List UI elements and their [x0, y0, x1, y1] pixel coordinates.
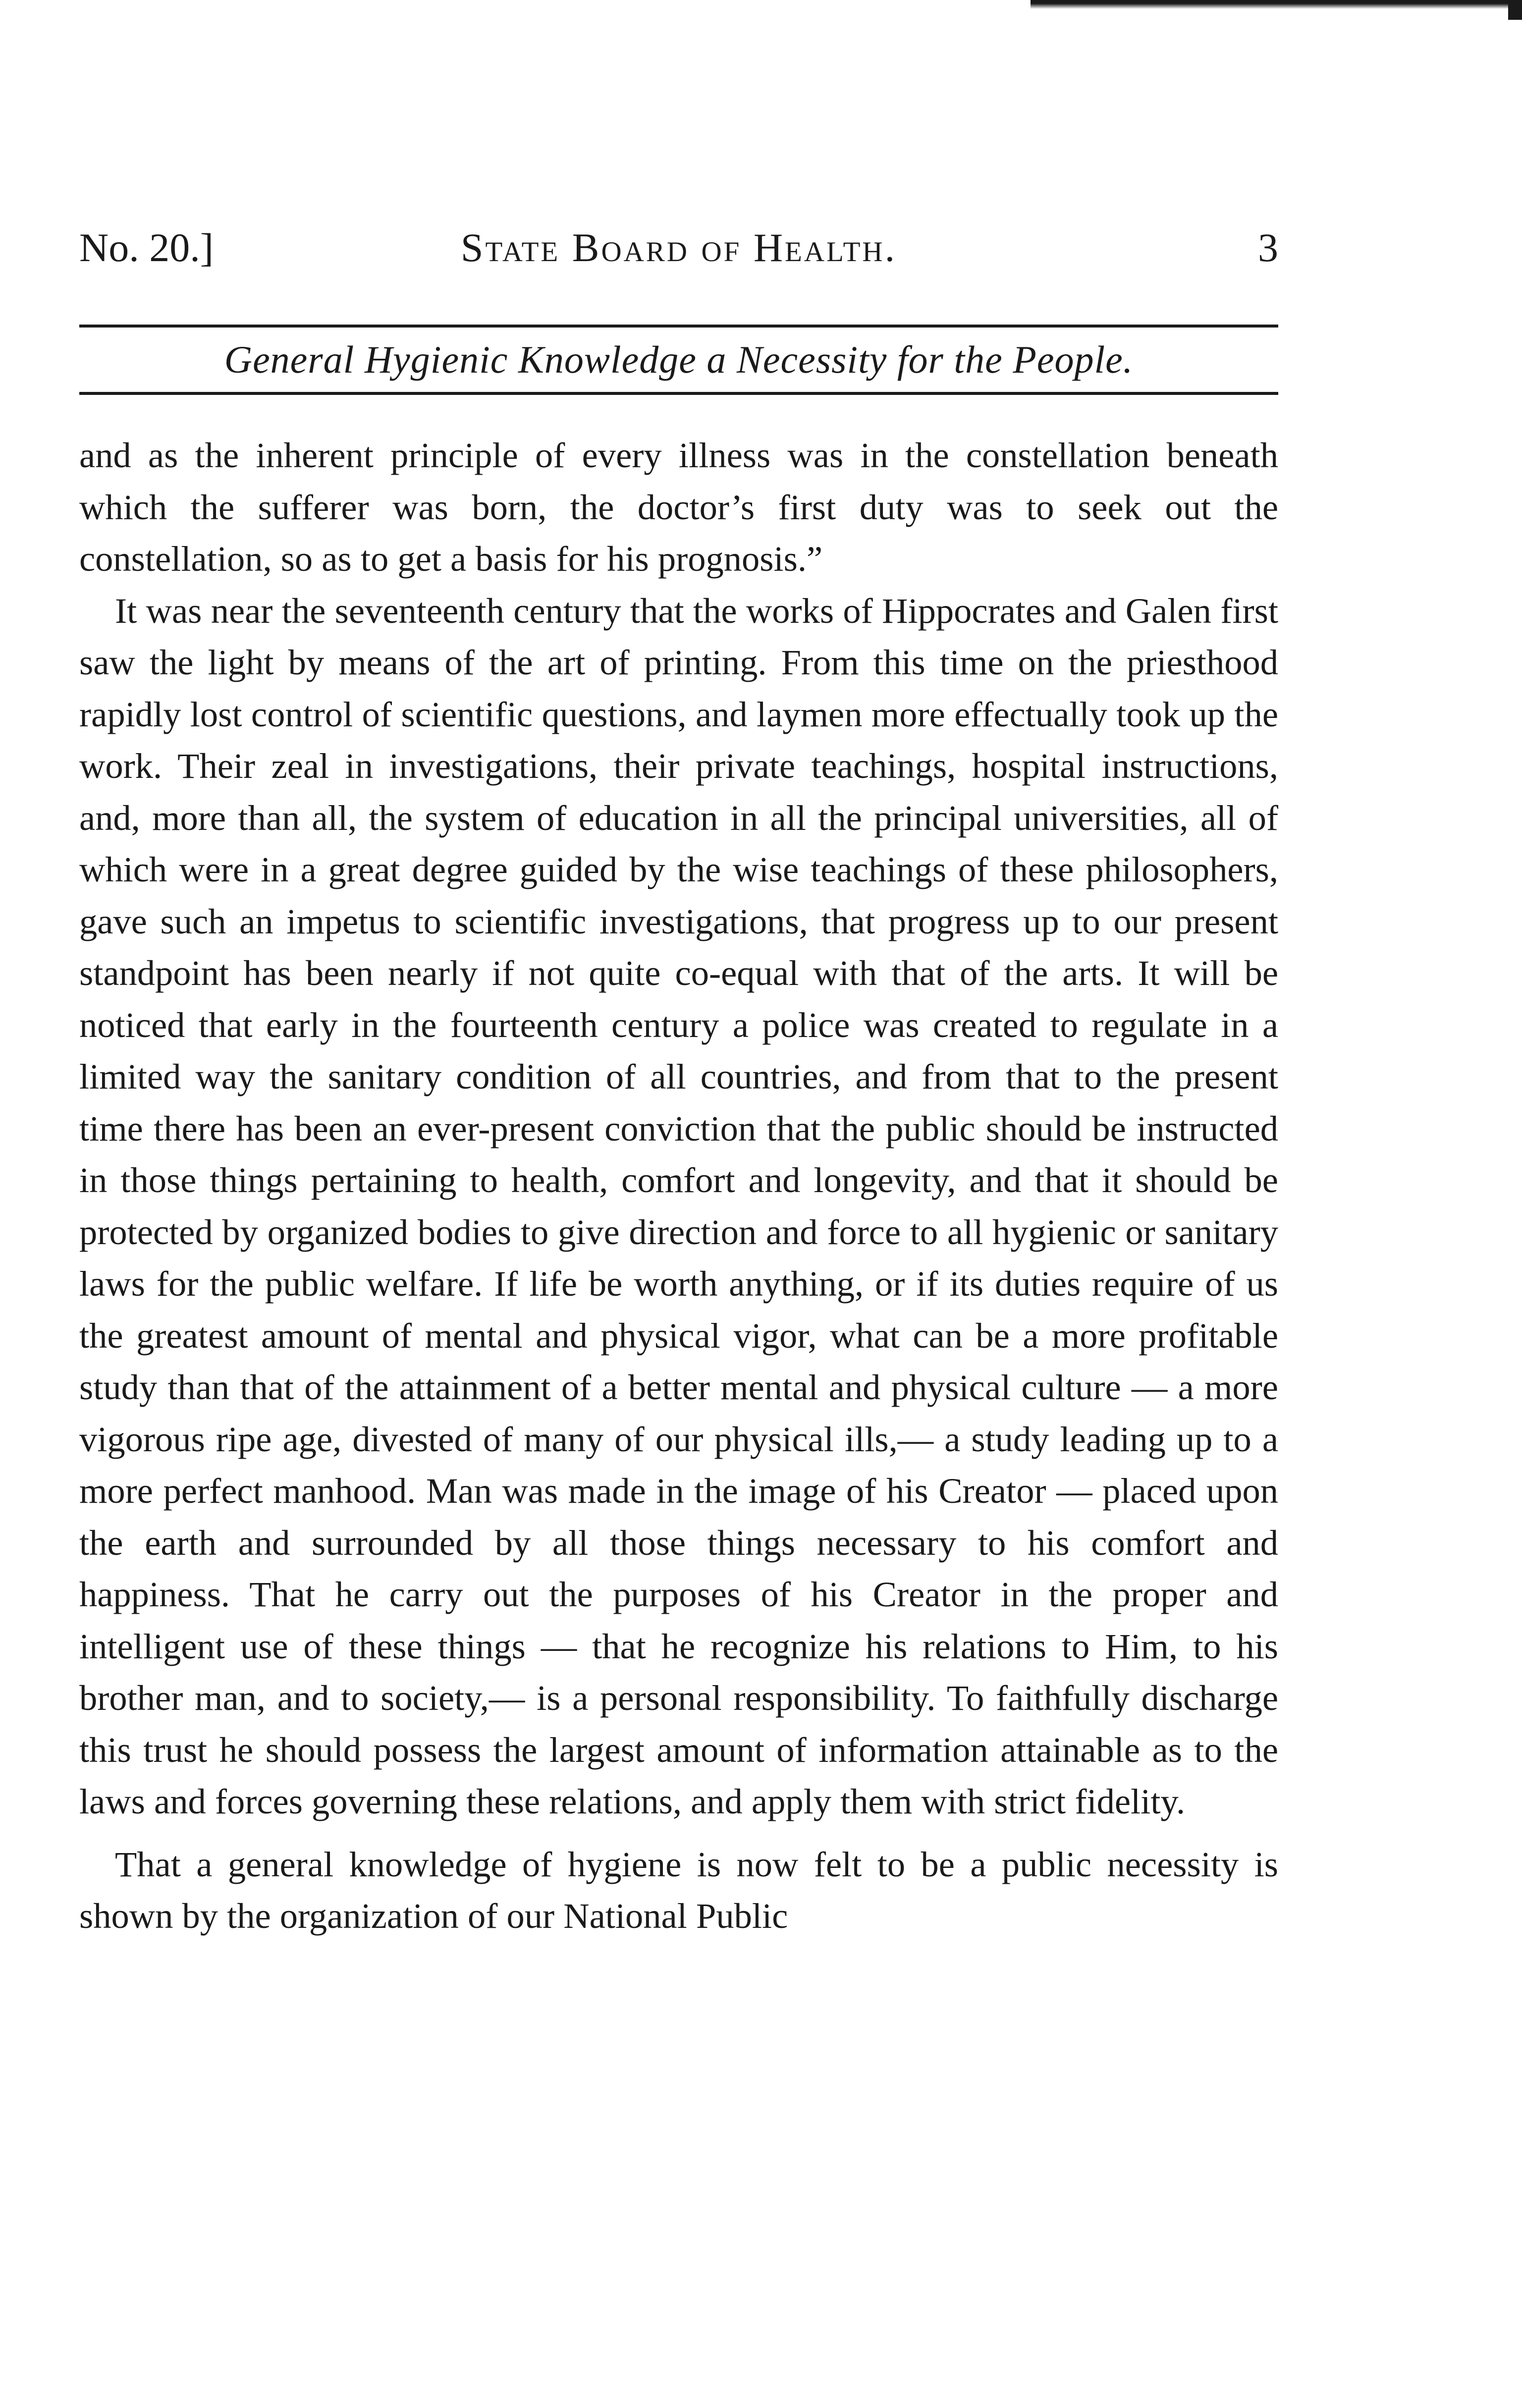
scan-edge-shadow: [1031, 0, 1522, 9]
header-rule-bottom: [79, 392, 1278, 395]
document-number: No. 20.]: [79, 225, 214, 270]
paragraph-history: It was near the seventeenth century that the works of Hippocrates and Galen first saw the light by means of the art of printing. From this time on the priesthood rapidly lost control of scientific questions, and laymen more effectually took up the work. Their zeal in investigations, their private teachings, hospital instructions, and, more than all, the system of education in all the principal universities, all of which were in a great degree guided by the wise teachings of these philosophers, gave such an impetus to scientific investigations, that progress up to our present standpoint has been nearly if not quite co-equal with that of the arts. It will be noticed that early in the fourteenth century a police was created to regulate in a limited way the sanitary condition of all countries, and from that to the present time there has been an ever-present conviction that the public should be instructed in those things pertaining to health, comfort and longevity, and that it should be protected by organized bodies to give direction and force to all hygienic or sanitary laws for the public welfare. If life be worth anything, or if its duties require of us the greatest amount of mental and physical vigor, what can be a more profitable study than that of the attainment of a better mental and physical culture — a more vigorous ripe age, divested of many of our physical ills,— a study leading up to a more perfect manhood. Man was made in the image of his Creator — placed upon the earth and surrounded by all those things necessary to his comfort and happiness. That he carry out the purposes of his Creator in the proper and intelligent use of these things — that he recognize his relations to Him, to his brother man, and to society,— is a personal responsibility. To faithfully discharge this trust he should possess the largest amount of information attainable as to the laws and forces governing these relations, and apply them with strict fidelity.: [79, 590, 1278, 1821]
running-head: [79, 218, 1278, 277]
section-title: General Hygienic Knowledge a Necessity for the People.: [224, 338, 1134, 381]
paragraph-public-necessity: That a general knowledge of hygiene is now felt to be a public necessity is shown by the organization of our National Public: [79, 1844, 1278, 1936]
document-page: [79, 218, 1278, 1942]
body-text: [79, 430, 1278, 1942]
page-number: 3: [1258, 225, 1278, 270]
running-head-title: State Board of Health.: [460, 225, 897, 270]
paragraph-continuation: and as the inherent principle of every illness was in the constellation beneath which the sufferer was born, the doctor’s first duty was to seek out the constellation, so as to get a basis for his prognosis.”: [79, 435, 1278, 579]
scan-corner-mark: [1508, 0, 1522, 20]
